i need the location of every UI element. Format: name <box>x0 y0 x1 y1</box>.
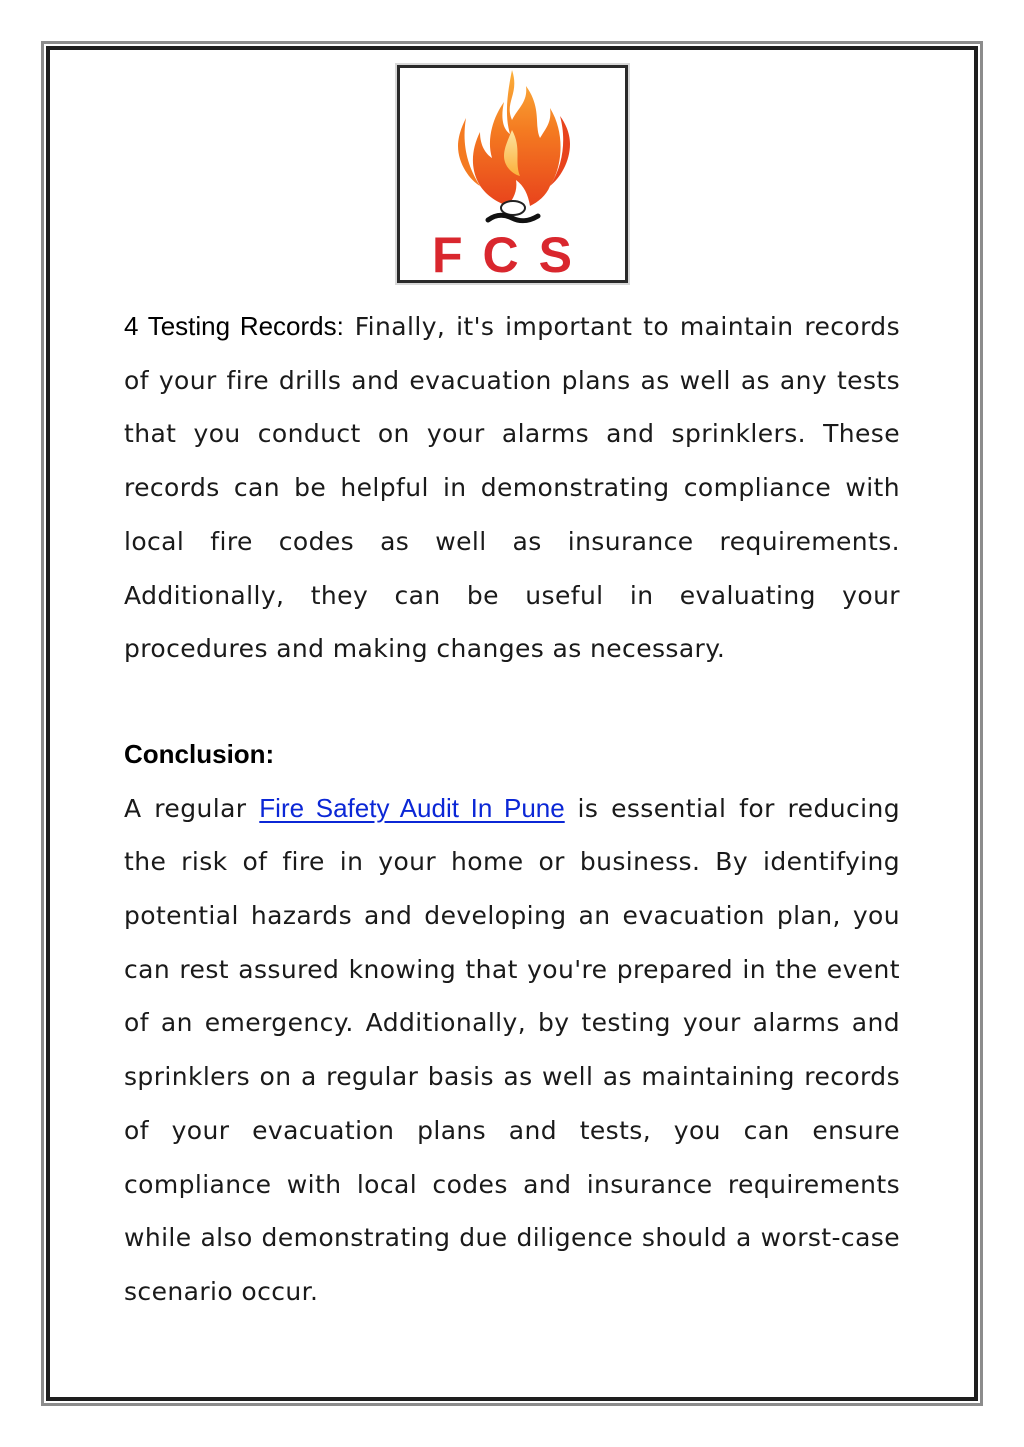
conclusion-paragraph <box>124 782 900 1319</box>
fire-safety-audit-link[interactable]: Fire Safety Audit In Pune <box>259 792 565 823</box>
conclusion-body-end: is essential for reducing the risk of fire in your home or business. By identifying potential hazards and developing an evacuation plan, you can rest assured knowing that you're prepared in the event of an emergency. Additionally, by testing your alarms and sprinklers on a regular basis as well as maintaining records of your evacuation plans and tests, you can ensure compliance with local codes and insurance requirements while also demonstrating due diligence should a worst-case scenario occur. <box>124 793 900 1306</box>
company-logo <box>397 65 628 283</box>
conclusion-body-start: A regular <box>124 793 260 823</box>
testing-records-heading: 4 Testing Records: <box>124 311 344 341</box>
testing-records-body: Finally, it's important to maintain records of your fire drills and evacuation plans as well as any tests that you conduct on your alarms and sprinklers. These records can be helpful in demonstrating compliance with local fire codes as well as insurance requirements. Additionally, they can be useful in evaluating your procedures and making changes as necessary. <box>124 312 900 664</box>
logo-text: FCS <box>432 227 592 280</box>
conclusion-heading: Conclusion: <box>124 738 275 769</box>
testing-records-paragraph <box>124 300 900 676</box>
document-content <box>124 300 900 1319</box>
flame-logo-icon <box>400 68 625 280</box>
